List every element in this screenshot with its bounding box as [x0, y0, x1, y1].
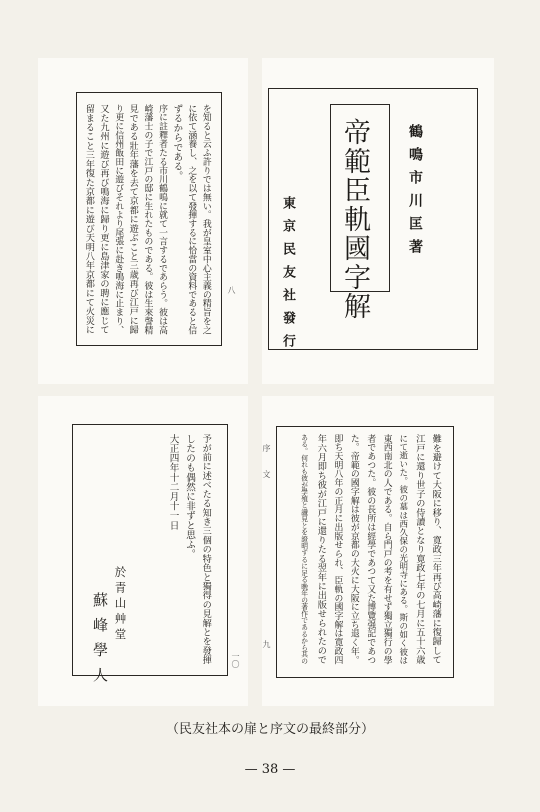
figure-caption: （民友社本の扉と序文の最終部分）: [165, 722, 374, 737]
publisher-line: 東京民友社發行: [280, 196, 295, 357]
text-column: に依て涵養し、之を以て發揮するに恰當の資料であると信: [186, 104, 197, 335]
text-column: 難を避けて大阪に移り、寛政三年再び高崎藩に復歸して: [430, 434, 442, 665]
top-left-page-mark: 八: [227, 286, 236, 294]
page-number: — 38 —: [244, 762, 296, 777]
text-column: 又た九州に遊び再び鳴海に歸り更に島津家の聘に應じて: [98, 104, 110, 335]
text-column: 者であつた。彼の長所は經學であつて又た博覽强記であつ: [365, 434, 376, 665]
bottom-right-header: 序文: [262, 444, 271, 496]
text-column: ある。何れも彼が學殖と識見とを證明するに足る晩年の著作であるから其の: [299, 434, 308, 665]
text-column: ずるからである。: [171, 104, 183, 181]
text-column: 留まること三年復た京都に遊び天明八年京都にて火災に: [83, 104, 95, 335]
signature-name: 蘇峰學人: [91, 592, 109, 692]
text-column: 予が前に述べたる知き三個の特色と獨得の見解とを發揮: [200, 434, 212, 665]
text-column: 江戸に還り世子の侍讀となり寛政七年の七月に五十六歳: [413, 434, 425, 665]
signature-place: 於青山艸堂: [113, 566, 128, 644]
bottom-left-page-mark: 一〇: [231, 652, 240, 668]
text-column: 東西南北の人である。自ら門戸の考を有せず獨立獨行の學: [381, 434, 392, 665]
text-column: を知ると云ふ許りでは無い。我が皇室中心主義の精旨を之: [200, 104, 211, 335]
text-column: 年六月即ち彼が江戸に還りたる翌年に出版せられたので: [315, 434, 327, 665]
text-column: 大正四年十二月十一日: [167, 434, 179, 530]
text-column: り更に信州飯田に遊びそれより尾張に赴き鳴海に止まり、: [113, 104, 124, 335]
text-column: た。帝範の國字解は彼が京都の大火に大阪に立ち退く年。: [348, 434, 359, 665]
text-column: したのも偶然に非ずと思ふ。: [184, 434, 196, 559]
text-column: 見である壯年藩を去て京都に遊ぶこと三歳再び江戸に歸: [127, 104, 139, 335]
text-column: にて逝いた。彼の墓は西久保の光明寺にある。斯の如く彼は: [397, 434, 408, 665]
author-line: 鶴鳴市川匡著: [407, 124, 423, 262]
text-column: 序に註釋者たる市川鶴鳴に就て一言するであらう。彼は高: [157, 104, 168, 335]
bottom-right-page-mark: 九: [262, 640, 271, 648]
text-column: 即ち天明八年の正月に出版せられ、臣軌の國字解は寛政四: [332, 434, 343, 665]
text-column: 崎藩士の子で江戸の邸に生れたものである。彼は生來謦精: [142, 104, 153, 335]
book-title: 帝範臣軌國字解: [339, 118, 370, 321]
